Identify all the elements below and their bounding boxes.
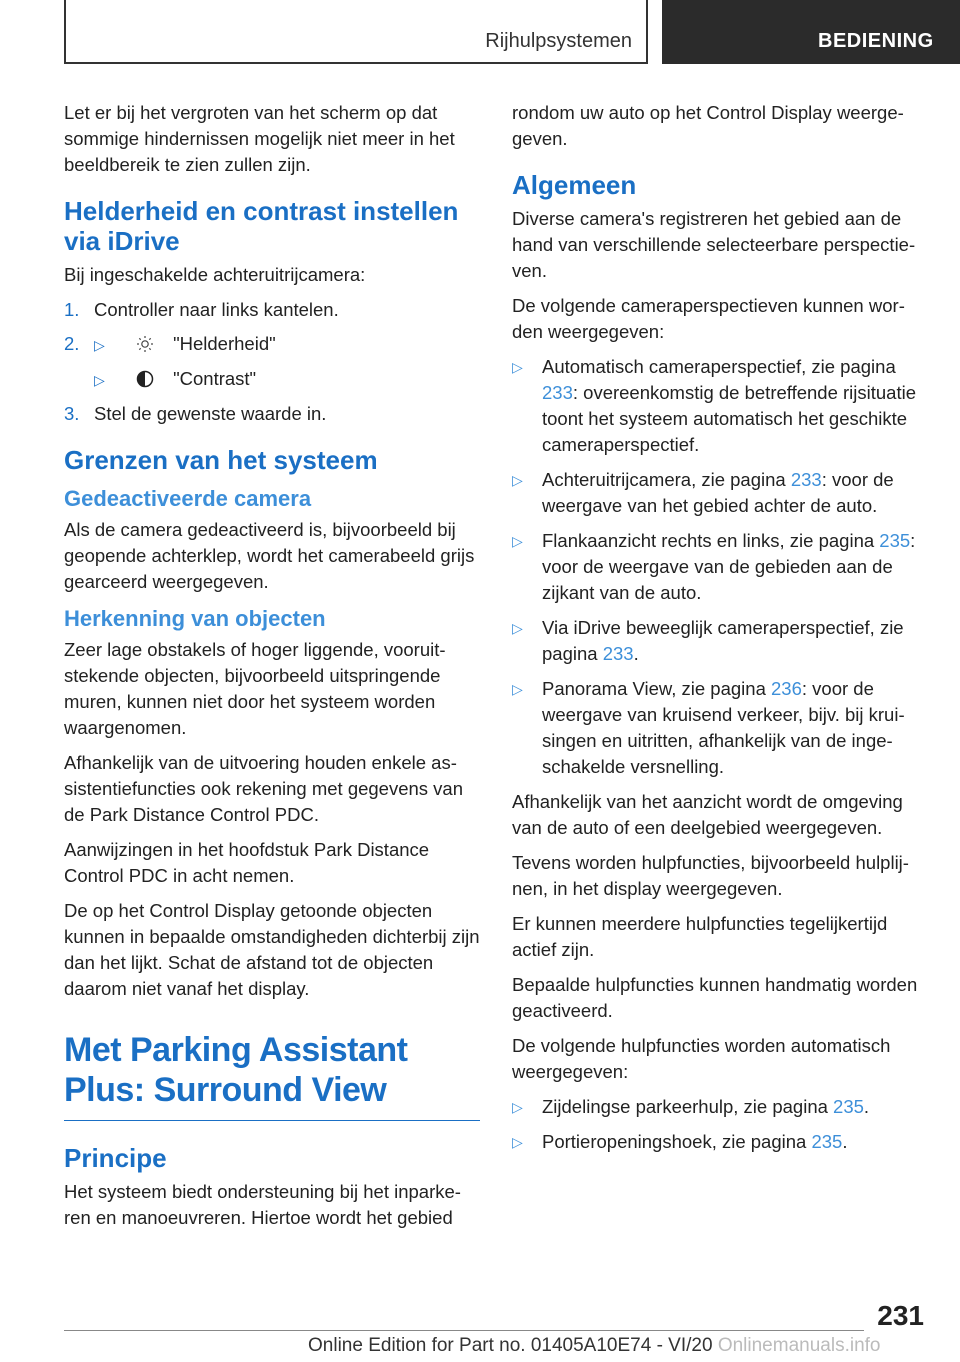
header-section-box — [64, 0, 648, 64]
recognition-paragraph-3: Aanwijzingen in het hoofdstuk Park Distance Control PDC in acht nemen. — [64, 839, 430, 886]
submenu-arrow-icon: ▷ — [94, 337, 105, 353]
auto-paragraph: De volgende hulpfuncties worden automatisch weergegeven: — [512, 1035, 891, 1082]
list-item: ▷ Panorama View, zie pagina 236: voor de weergave van kruisend verkeer, bijv. bij kruisingen en uitritten, afhankelijk van de ingeschakelde versnelling. — [512, 678, 905, 777]
step-2 — [64, 331, 480, 358]
edition-text: Online Edition for Part no. 01405A10E74 - VI/20 — [308, 1335, 713, 1356]
list-item: ▷ Portieropeningshoek, zie pagina 235. — [512, 1129, 928, 1155]
heading-object-recognition: Herkenning van objecten — [64, 606, 326, 631]
heading-deactivated-camera: Gedeactiveerde camera — [64, 486, 312, 511]
general-paragraph-1: Diverse camera's registreren het gebied aan de hand van verschillende selecteerbare perspectieven. — [512, 208, 916, 281]
recognition-paragraph-4: De op het Control Display getoonde objecten kunnen in bepaalde omstandigheden dichterbij zijn dan het lijkt. Schat de afstand tot de objecten daarom niet vanaf het display. — [64, 900, 480, 999]
bullet-triangle-icon: ▷ — [512, 681, 523, 697]
step-text: "Helderheid" — [173, 333, 276, 354]
general-paragraph-2: De volgende cameraperspectieven kunnen worden weergegeven: — [512, 295, 905, 342]
right-column — [512, 100, 928, 1164]
recognition-paragraph-2: Afhankelijk van de uitvoering houden enkele assistentiefuncties ook rekening met gegevens van de Park Distance Control PDC. — [64, 752, 464, 825]
watermark: Onlinemanuals.info — [717, 1335, 881, 1356]
bullet-triangle-icon: ▷ — [512, 359, 523, 375]
step-number: 3. — [64, 403, 80, 424]
brightness-intro: Bij ingeschakelde achteruitrijcamera: — [64, 264, 366, 285]
heading-rule — [64, 1120, 480, 1121]
page-link[interactable]: 233 — [602, 643, 634, 664]
intro-paragraph: Let er bij het vergroten van het scherm op dat sommige hindernissen mogelijk niet meer in het beeldbereik te zien zullen zijn. — [64, 102, 455, 175]
bullet-triangle-icon: ▷ — [512, 472, 523, 488]
heading-brightness-contrast: Helderheid en contrast instellen via iDrive — [64, 196, 459, 256]
step-text: Controller naar links kantelen. — [94, 299, 339, 320]
manual-paragraph: Bepaalde hulpfuncties kunnen handmatig worden geactiveerd. — [512, 974, 918, 1021]
list-item: ▷ Zijdelingse parkeerhulp, zie pagina 235. — [512, 1094, 928, 1120]
aux-paragraph: Tevens worden hulpfuncties, bijvoorbeeld hulplijnen, in het display weergegeven. — [512, 852, 909, 899]
list-item: ▷ Automatisch cameraperspectief, zie pagina 233: overeenkomstig de betreffende rijsituatie toont het systeem automatisch het geschikte cameraperspectief. — [512, 356, 917, 455]
page-link[interactable]: 233 — [790, 469, 822, 490]
step-text: Stel de gewenste waarde in. — [94, 403, 327, 424]
multi-paragraph: Er kunnen meerdere hulpfuncties tegelijkertijd actief zijn. — [512, 913, 888, 960]
header-section-title: Rijhulpsystemen — [485, 30, 632, 52]
heading-system-limits: Grenzen van het systeem — [64, 445, 378, 475]
submenu-arrow-icon: ▷ — [94, 372, 105, 388]
step-3 — [64, 401, 480, 427]
step-number: 1. — [64, 299, 80, 320]
list-item: ▷ Via iDrive beweeglijk cameraperspectief, zie pagina 233. — [512, 617, 904, 664]
heading-surround-view: Met Parking Assistant Plus: Surround View — [64, 1031, 408, 1109]
step-number: 2. — [64, 333, 80, 354]
header-chapter-title: BEDIENING — [818, 30, 934, 52]
header-chapter-tab — [662, 0, 960, 64]
principle-text: Het systeem biedt ondersteuning bij het inparkeren en manoeuvreren. Hiertoe wordt het gebied — [64, 1181, 461, 1228]
left-column — [64, 100, 480, 1240]
continued-text: rondom uw auto op het Control Display weergegeven. — [512, 102, 904, 149]
footer-edition — [308, 1335, 880, 1357]
page-link[interactable]: 235 — [833, 1096, 864, 1117]
footer-rule — [64, 1330, 864, 1331]
step-2-contrast — [64, 366, 480, 393]
bullet-triangle-icon: ▷ — [512, 620, 523, 636]
deactivated-text: Als de camera gedeactiveerd is, bijvoorbeeld bij geopende achterklep, wordt het camerabeeld grijs gearceerd weergegeven. — [64, 519, 475, 592]
step-1 — [64, 297, 480, 323]
page-number: 231 — [877, 1300, 924, 1331]
list-item: ▷ Achteruitrijcamera, zie pagina 233: voor de weergave van het gebied achter de auto. — [512, 469, 894, 516]
heading-general: Algemeen — [512, 170, 637, 200]
page-link[interactable]: 236 — [771, 678, 802, 699]
bullet-triangle-icon: ▷ — [512, 1134, 523, 1150]
page-link[interactable]: 235 — [811, 1131, 843, 1152]
step-text: "Contrast" — [173, 368, 257, 389]
page-link[interactable]: 233 — [542, 382, 573, 403]
page-link[interactable]: 235 — [879, 530, 911, 551]
bullet-triangle-icon: ▷ — [512, 1099, 523, 1115]
brightness-icon — [136, 334, 154, 352]
recognition-paragraph-1: Zeer lage obstakels of hoger liggende, vooruitstekende objecten, bijvoorbeeld uitspringende muren, kunnen niet door het systeem worden waargenomen. — [64, 639, 446, 738]
list-item: ▷ Flankaanzicht rechts en links, zie pagina 235: voor de weergave van de gebieden aan de zijkant van de auto. — [512, 530, 916, 603]
view-paragraph: Afhankelijk van het aanzicht wordt de omgeving van de auto of een deelgebied weergegeven. — [512, 791, 903, 838]
heading-principle: Principe — [64, 1143, 167, 1173]
contrast-icon — [136, 369, 154, 387]
bullet-triangle-icon: ▷ — [512, 533, 523, 549]
